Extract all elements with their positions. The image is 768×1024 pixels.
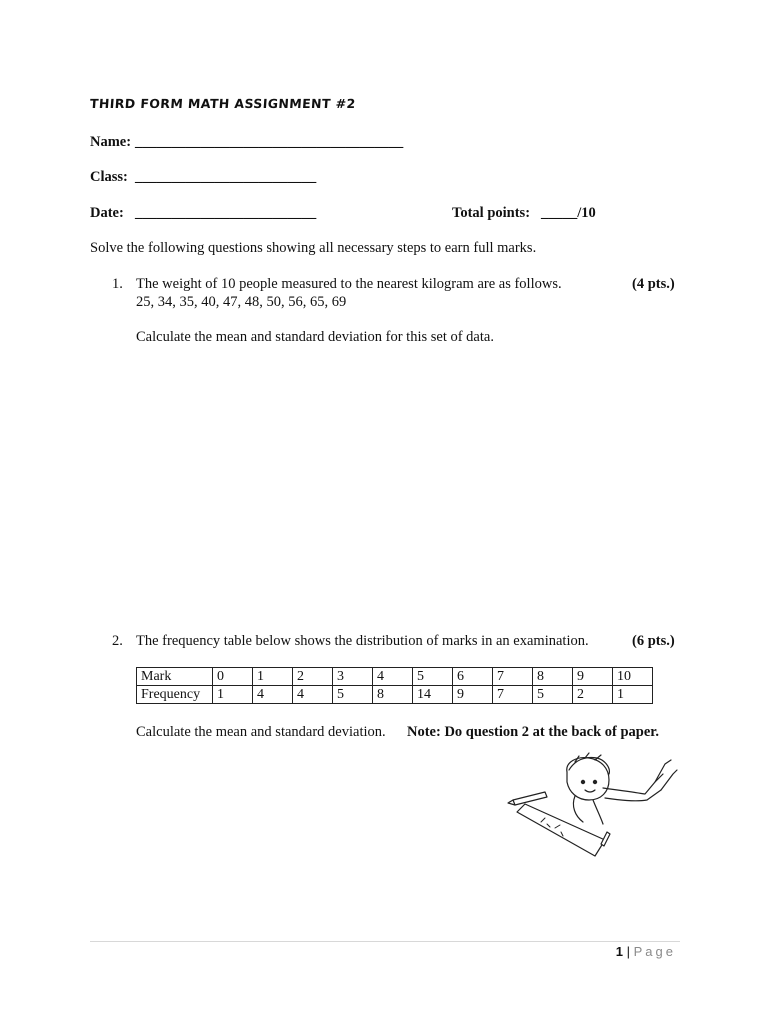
table-cell: 1 [613,686,653,704]
table-cell: 2 [293,668,333,686]
page-footer [616,944,676,959]
table-cell: 10 [613,668,653,686]
page-separator: | [626,944,630,959]
assignment-title: THIRD FORM MATH ASSIGNMENT #2 [89,96,357,111]
table-cell: 5 [333,686,373,704]
footer-divider [90,941,680,942]
table-cell: 8 [373,686,413,704]
table-cell: 2 [573,686,613,704]
total-points-label: Total points: [452,205,531,221]
table-cell: 4 [253,686,293,704]
q2-points: (6 pts.) [632,633,675,649]
date-label: Date: [90,205,124,221]
date-blank: _________________________ [135,205,317,221]
q1-points: (4 pts.) [632,276,675,292]
q1-data: 25, 34, 35, 40, 47, 48, 50, 56, 65, 69 [136,294,347,310]
total-points-blank: _____/10 [541,205,596,221]
table-cell: 1 [213,686,253,704]
table-header-cell: Frequency [137,686,213,704]
table-cell: 5 [533,686,573,704]
table-row [137,686,653,704]
table-cell: 6 [453,668,493,686]
class-blank: _________________________ [135,169,317,185]
table-cell: 7 [493,686,533,704]
table-cell: 7 [493,668,533,686]
q2-number: 2. [112,633,123,649]
name-blank: _____________________________________ [135,134,404,150]
table-cell: 8 [533,668,573,686]
table-cell: 5 [413,668,453,686]
q1-text: The weight of 10 people measured to the nearest kilogram are as follows. [136,276,562,292]
q2-note: Note: Do question 2 at the back of paper. [407,724,660,740]
table-cell: 14 [413,686,453,704]
table-cell: 1 [253,668,293,686]
page-number: 1 [615,944,623,959]
table-header-cell: Mark [137,668,213,686]
table-cell: 9 [573,668,613,686]
instructions: Solve the following questions showing all necessary steps to earn full marks. [90,240,537,256]
table-row [137,668,653,686]
class-label: Class: [90,169,128,185]
q2-text: The frequency table below shows the distribution of marks in an examination. [136,633,589,649]
name-label: Name: [90,134,132,150]
table-cell: 3 [333,668,373,686]
table-cell: 0 [213,668,253,686]
table-cell: 4 [373,668,413,686]
q2-task: Calculate the mean and standard deviation. [136,724,386,740]
q1-number: 1. [112,276,123,292]
child-drawing-illustration [505,752,680,862]
table-cell: 4 [293,686,333,704]
table-cell: 9 [453,686,493,704]
page-label: Page [633,944,676,959]
q1-task: Calculate the mean and standard deviation for this set of data. [136,329,494,345]
frequency-table [136,667,653,704]
